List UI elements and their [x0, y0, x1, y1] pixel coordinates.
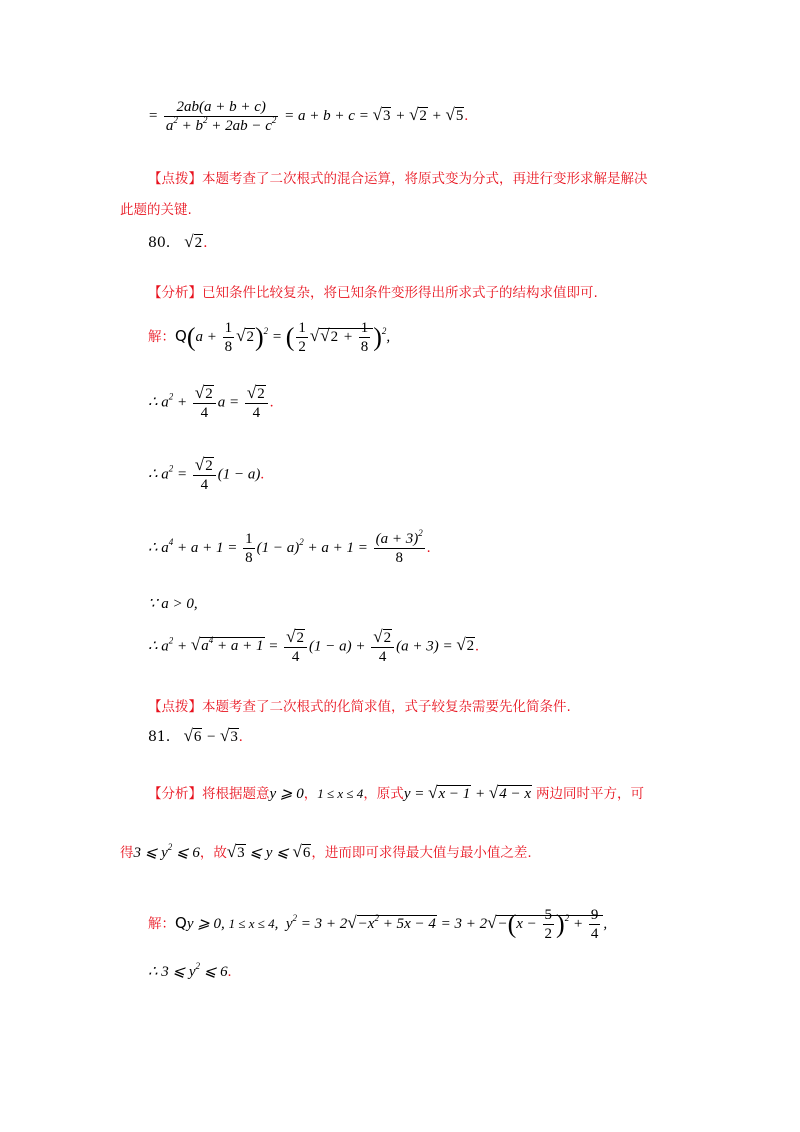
analysis-80: 【分析】已知条件比较复杂，将已知条件变形得出所求式子的结构求值即可.: [148, 285, 598, 301]
equation-79-final: = $\frac{2ab(a + b + c)}{a^2 + b^2 + 2ab - c^2}$ = a + b + c = √3 + √2 + √5.: [148, 99, 469, 134]
solution-81-step1: 解：Qy ⩾ 0, 1 ≤ x ≤ 4, $y^2 = 3 + 2√-x^2 + 5x - 4 = 3 + 2√-(x$ − $\frac{5}{2}$ )$^2$ + $\frac{9}{4}$ ,: [148, 907, 608, 943]
tip-79-line1: 【点拨】本题考查了二次根式的混合运算，将原式变为分式，再进行变形求解是解决: [148, 171, 648, 187]
solution-80-step5: ∵ a > 0,: [148, 596, 198, 612]
question-number: 80．: [148, 235, 180, 251]
solution-80-step4: ∴ $a^4 + a + 1$ = $\frac{1}{8}$ $(1 - a)^2 + a + 1$ = $\frac{(a + 3)^2}{8}$ .: [148, 528, 431, 566]
analysis-81-line1: 【分析】将根据题意y ⩾ 0，1 ≤ x ≤ 4，原式y = √x − 1 + √4 − x 两边同时平方，可: [148, 783, 645, 802]
tip-80: 【点拨】本题考查了二次根式的化简求值，式子较复杂需要先化简条件.: [148, 699, 571, 715]
analysis-81-line2: 得3 ⩽ $y^2$ ⩽ 6，故√3 ⩽ y ⩽ √6，进而即可求得最大值与最小值之差.: [120, 842, 532, 861]
solution-81-step2: ∴ 3 ⩽ $y^2$ ⩽ 6.: [148, 961, 232, 980]
solution-80-step3: ∴ $a^2$ = $\frac{√2}{4}$ (1 − a).: [148, 455, 265, 493]
question-80-answer: 80． √2.: [148, 232, 208, 251]
question-81-answer: 81． √6 − √3.: [148, 726, 243, 745]
solution-80-step2: ∴ $a^2$ + $\frac{√2}{4}$ a = $\frac{√2}{4}$ .: [148, 383, 274, 421]
solution-80-step6: ∴ $a^2 + √a^4 + a + 1$ = $\frac{√2}{4}$ (1 − a) + $\frac{√2}{4}$ (a + 3) = √2.: [148, 627, 479, 665]
solution-80-step1: 解：Q(a + $\frac{1}{8}$ √2)$^2$ = ( $\frac{1}{2}$ √√2 + $\frac{1}{8}$ )$^2$,: [148, 320, 391, 356]
tip-79-line2: 此题的关键.: [120, 202, 192, 218]
